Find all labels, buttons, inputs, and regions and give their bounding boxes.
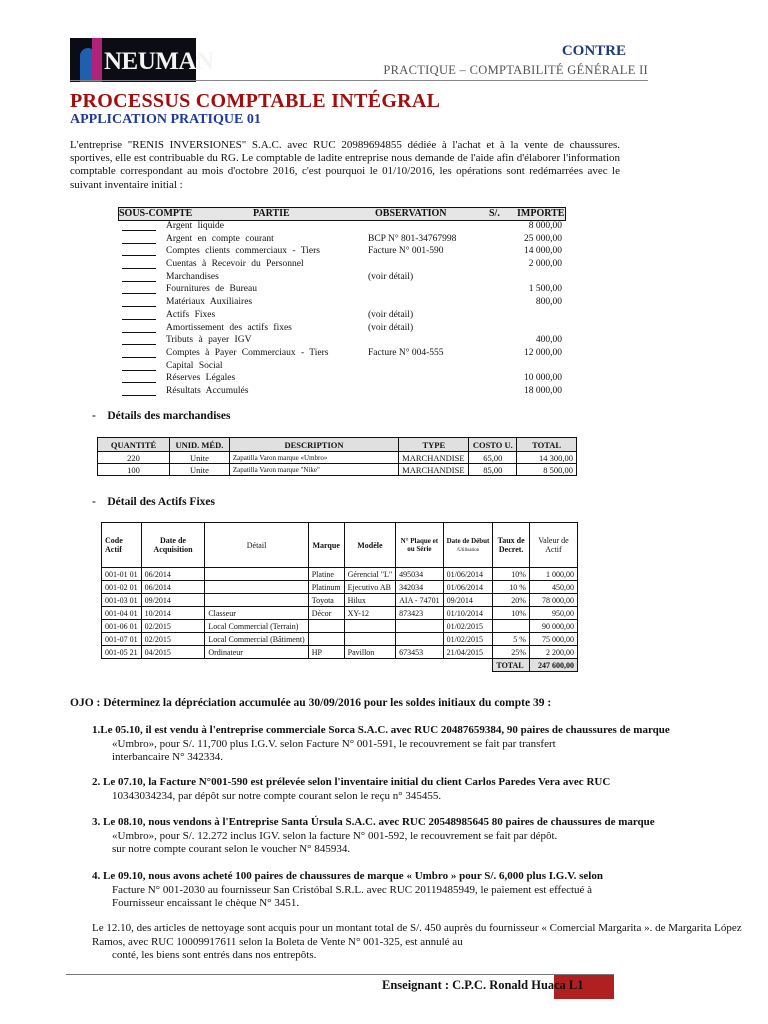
asset-cell: 01/06/2014 bbox=[443, 581, 493, 594]
asset-cell: XY-12 bbox=[344, 607, 396, 620]
inv-observation: BCP N° 801-34767998 bbox=[368, 233, 457, 244]
asset-cell: 950,00 bbox=[529, 607, 577, 620]
ojo-note: OJO : Déterminez la dépréciation accumulée au 30/09/2016 pour les soldes initiaux du compte 39 : bbox=[70, 697, 552, 709]
merch-cell: Unite bbox=[170, 464, 230, 476]
assets-section-title: - Détail des Actifs Fixes bbox=[92, 496, 215, 508]
asset-cell: 01/02/2015 bbox=[443, 620, 493, 633]
item-3 bbox=[92, 816, 768, 857]
table-row bbox=[98, 452, 577, 464]
asset-cell: 01/02/2015 bbox=[443, 633, 493, 646]
asset-col-plaque: N° Plaque et ou Série bbox=[396, 523, 443, 568]
asset-rows bbox=[102, 568, 578, 659]
asset-cell bbox=[205, 581, 308, 594]
table-row bbox=[102, 594, 578, 607]
merch-col: UNID. MÉD. bbox=[170, 438, 230, 452]
table-row bbox=[118, 323, 566, 336]
inv-amount: 400,00 bbox=[535, 335, 562, 346]
assets-table bbox=[101, 522, 578, 672]
inv-amount: 12 000,00 bbox=[524, 347, 562, 358]
blank-line bbox=[122, 357, 156, 358]
asset-cell bbox=[205, 568, 308, 581]
item-3-line: «Umbro», pour S/. 12.272 inclus IGV. selon la facture N° 001-592, le recouvrement se fait par dépôt. bbox=[112, 829, 558, 842]
blank-line bbox=[122, 230, 156, 231]
merch-cell: 220 bbox=[98, 452, 170, 464]
inv-label: Matériaux Auxiliaires bbox=[166, 297, 253, 308]
asset-cell: HP bbox=[308, 646, 344, 659]
asset-cell: 04/2015 bbox=[141, 646, 205, 659]
asset-cell: 1 000,00 bbox=[529, 568, 577, 581]
asset-cell: 09/2014 bbox=[443, 594, 493, 607]
asset-cell: 001-06 01 bbox=[102, 620, 142, 633]
table-row bbox=[102, 633, 578, 646]
inventory-header bbox=[118, 207, 566, 221]
inv-col-souscompte: SOUS-COMPTE bbox=[119, 208, 193, 219]
merch-col: DESCRIPTION bbox=[229, 438, 398, 452]
asset-cell: 01/10/2014 bbox=[443, 607, 493, 620]
inv-amount: 10 000,00 bbox=[524, 373, 562, 384]
asset-cell: 78 000,00 bbox=[529, 594, 577, 607]
inv-amount: 25 000,00 bbox=[524, 233, 562, 244]
asset-cell: 10/2014 bbox=[141, 607, 205, 620]
asset-total-value: 247 600,00 bbox=[529, 659, 577, 672]
table-row bbox=[118, 259, 566, 272]
asset-cell: 001-01 01 bbox=[102, 568, 142, 581]
inv-col-partie: PARTIE bbox=[253, 208, 290, 219]
asset-cell: 10% bbox=[493, 568, 530, 581]
blank-line bbox=[122, 255, 156, 256]
merch-cell: Zapatilla Varon marque "Nike" bbox=[229, 464, 398, 476]
asset-cell: 342034 bbox=[396, 581, 443, 594]
table-row bbox=[118, 234, 566, 247]
item-4-line: Fournisseur encaissant le chèque N° 3451. bbox=[112, 897, 300, 909]
merch-cell: Unite bbox=[170, 452, 230, 464]
asset-cell: Local Commercial (Bâtiment) bbox=[205, 633, 308, 646]
inv-label: Actifs Fixes bbox=[166, 309, 216, 320]
table-row bbox=[118, 221, 566, 234]
asset-col-code: Code Actif bbox=[102, 523, 142, 568]
asset-cell: Gérencial "L" bbox=[344, 568, 396, 581]
asset-col-debut-sub: /Utilisation bbox=[456, 548, 480, 553]
asset-col-marque: Marque bbox=[308, 523, 344, 568]
table-row bbox=[118, 373, 566, 386]
table-row bbox=[118, 310, 566, 323]
item-4 bbox=[92, 870, 768, 911]
blank-line bbox=[122, 281, 156, 282]
asset-cell: 001-05 21 bbox=[102, 646, 142, 659]
asset-cell: 02/2015 bbox=[141, 633, 205, 646]
asset-cell: 09/2014 bbox=[141, 594, 205, 607]
blank-line bbox=[122, 243, 156, 244]
asset-cell: Platinum bbox=[308, 581, 344, 594]
asset-cell: 25% bbox=[493, 646, 530, 659]
merch-col: COSTO U. bbox=[469, 438, 517, 452]
inv-amount: 14 000,00 bbox=[524, 246, 562, 257]
inv-amount: 2 000,00 bbox=[528, 259, 562, 270]
inv-label: Cuentas à Recevoir du Personnel bbox=[166, 259, 304, 270]
asset-cell: 001-03 01 bbox=[102, 594, 142, 607]
asset-cell: 001-07 01 bbox=[102, 633, 142, 646]
asset-cell: 001-04 01 bbox=[102, 607, 142, 620]
item-2-line: 10343034234, par dépôt sur notre compte courant selon le reçu n° 345455. bbox=[112, 789, 442, 802]
merch-cell: Zapatilla Varon marque «Umbro» bbox=[229, 452, 398, 464]
inv-label: Réserves Légales bbox=[166, 373, 236, 384]
asset-cell: Ordinateur bbox=[205, 646, 308, 659]
intro-paragraph: L'entreprise "RENIS INVERSIONES" S.A.C. avec RUC 20989694855 dédiée à l'achat et à la vente de chaussures. sportives, elle est contribuable du RG. Le comptable de ladite entreprise nous demande de l'aide afin d'élaborer l'information comptable correspondant au mois d'octobre 2016, c'est pourquoi le 01/10/2016, les opérations sont redémarrées avec le suivant inventaire initial : bbox=[70, 139, 620, 191]
inv-label: Tributs à payer IGV bbox=[166, 335, 252, 346]
asset-cell: 20% bbox=[493, 594, 530, 607]
blank-line bbox=[122, 268, 156, 269]
asset-cell: AIA - 74701 bbox=[396, 594, 443, 607]
item-1-bold: 1.Le 05.10, il est vendu à l'entreprise commerciale Sorca S.A.C. avec RUC 20487659384, 90 paires de chaussures de marque bbox=[92, 724, 670, 736]
asset-cell: 06/2014 bbox=[141, 581, 205, 594]
asset-cell: 873423 bbox=[396, 607, 443, 620]
table-row bbox=[102, 581, 578, 594]
item-4-line: Facture N° 001-2030 au fournisseur San Cristóbal S.R.L. avec RUC 20119485949, le paiement est effectué à bbox=[112, 883, 593, 896]
item-3-line: sur notre compte courant selon le voucher N° 845934. bbox=[112, 843, 351, 855]
blank-line bbox=[122, 344, 156, 345]
asset-cell: 10 % bbox=[493, 581, 530, 594]
inv-label: Comptes clients commerciaux - Tiers bbox=[166, 246, 320, 257]
asset-cell: 02/2015 bbox=[141, 620, 205, 633]
blank-line bbox=[122, 382, 156, 383]
asset-cell: Pavillon bbox=[344, 646, 396, 659]
item-5-line: conté, les biens sont entrés dans nos entrepôts. bbox=[112, 949, 317, 961]
page-title: PROCESSUS COMPTABLE INTÉGRAL bbox=[70, 90, 441, 112]
asset-cell: 673453 bbox=[396, 646, 443, 659]
asset-cell: 21/04/2015 bbox=[443, 646, 493, 659]
table-row bbox=[118, 348, 566, 361]
header-divider bbox=[70, 80, 648, 81]
table-row bbox=[118, 246, 566, 259]
footer-red-text: ca L1 bbox=[554, 978, 584, 992]
inv-amount: 8 000,00 bbox=[528, 221, 562, 231]
inv-label: Capital Social bbox=[166, 360, 223, 371]
item-2 bbox=[92, 776, 768, 803]
asset-col-valeur: Valeur de Actif bbox=[529, 523, 577, 568]
table-row bbox=[118, 335, 566, 348]
asset-cell: 90 000,00 bbox=[529, 620, 577, 633]
asset-cell bbox=[344, 633, 396, 646]
merch-col: TYPE bbox=[399, 438, 469, 452]
asset-total-label: TOTAL bbox=[493, 659, 530, 672]
item-4-bold: 4. Le 09.10, nous avons acheté 100 paires de chaussures de marque « Umbro » pour S/. 6,000 plus I.G.V. selon bbox=[92, 870, 603, 882]
merch-col: QUANTITÉ bbox=[98, 438, 170, 452]
merch-cell: 14 300,00 bbox=[517, 452, 577, 464]
item-1 bbox=[92, 724, 768, 765]
asset-cell: 75 000,00 bbox=[529, 633, 577, 646]
asset-cell: Platine bbox=[308, 568, 344, 581]
table-row bbox=[118, 297, 566, 310]
merch-cell: MARCHANDISE bbox=[399, 452, 469, 464]
asset-cell: 450,00 bbox=[529, 581, 577, 594]
table-row bbox=[98, 464, 577, 476]
inv-amount: 800,00 bbox=[535, 297, 562, 308]
asset-cell bbox=[396, 633, 443, 646]
footer-teacher: Enseignant : C.P.C. Ronald Huac bbox=[382, 978, 560, 992]
asset-cell: Décor bbox=[308, 607, 344, 620]
company-logo bbox=[70, 38, 214, 82]
asset-col-date: Date de Acquisition bbox=[141, 523, 205, 568]
item-1-line: «Umbro», pour S/. 11,700 plus I.G.V. selon Facture N° 001-591, le recouvrement se fait par transfert bbox=[112, 737, 556, 750]
inv-observation: (voir détail) bbox=[368, 271, 414, 282]
asset-col-modele: Modèle bbox=[344, 523, 396, 568]
merch-col: TOTAL bbox=[517, 438, 577, 452]
inventory-rows bbox=[118, 221, 566, 399]
inv-col-observation: OBSERVATION bbox=[375, 208, 447, 219]
inv-label: Argent liquide bbox=[166, 221, 224, 231]
asset-cell: Classeur bbox=[205, 607, 308, 620]
inv-label: Marchandises bbox=[166, 271, 219, 282]
inv-amount: 1 500,00 bbox=[528, 284, 562, 295]
asset-col-debut-label: Date de Début bbox=[446, 537, 490, 545]
merch-section-title: - Détails des marchandises bbox=[92, 410, 231, 422]
table-row bbox=[102, 607, 578, 620]
assets-section-label: Détail des Actifs Fixes bbox=[107, 496, 215, 508]
asset-cell: 5 % bbox=[493, 633, 530, 646]
inv-amount: 18 000,00 bbox=[524, 385, 562, 396]
asset-cell: 10% bbox=[493, 607, 530, 620]
asset-col-taux: Taux de Decret. bbox=[493, 523, 530, 568]
item-3-bold: 3. Le 08.10, nous vendons à l'Entreprise Santa Úrsula S.A.C. avec RUC 20548985645 80 paires de chaussures de marque bbox=[92, 816, 655, 828]
blank-line bbox=[122, 306, 156, 307]
inv-col-importe: IMPORTE bbox=[517, 208, 565, 219]
table-row bbox=[102, 568, 578, 581]
table-row bbox=[118, 272, 566, 285]
table-row bbox=[102, 620, 578, 633]
blank-line bbox=[122, 370, 156, 371]
asset-cell: 001-02 01 bbox=[102, 581, 142, 594]
table-row bbox=[118, 386, 566, 399]
inv-label: Résultats Accumulés bbox=[166, 385, 249, 396]
merch-cell: 100 bbox=[98, 464, 170, 476]
asset-cell: Local Commercial (Terrain) bbox=[205, 620, 308, 633]
merch-cell: MARCHANDISE bbox=[399, 464, 469, 476]
asset-cell: Toyota bbox=[308, 594, 344, 607]
asset-cell bbox=[308, 620, 344, 633]
merch-section-label: Détails des marchandises bbox=[107, 410, 231, 422]
footer-red-box bbox=[554, 975, 614, 999]
asset-cell: Ejecutivo AB bbox=[344, 581, 396, 594]
asset-cell bbox=[344, 620, 396, 633]
asset-cell: 06/2014 bbox=[141, 568, 205, 581]
blank-line bbox=[122, 332, 156, 333]
inv-observation: (voir détail) bbox=[368, 309, 414, 320]
merch-cell: 85,00 bbox=[469, 464, 517, 476]
asset-cell bbox=[308, 633, 344, 646]
inv-observation: Facture N° 001-590 bbox=[368, 246, 444, 257]
asset-cell: 2 200,00 bbox=[529, 646, 577, 659]
table-row bbox=[118, 284, 566, 297]
asset-col-debut bbox=[443, 523, 493, 568]
merch-table bbox=[97, 437, 577, 476]
blank-line bbox=[122, 395, 156, 396]
inv-label: Comptes à Payer Commerciaux - Tiers bbox=[166, 347, 329, 358]
inventory-table bbox=[118, 207, 566, 399]
asset-cell: Hilux bbox=[344, 594, 396, 607]
merch-cell: 65,00 bbox=[469, 452, 517, 464]
header-contre: CONTRE bbox=[561, 43, 626, 59]
footer-divider bbox=[66, 974, 614, 975]
asset-col-detail: Détail bbox=[205, 523, 308, 568]
inv-observation: Facture N° 004-555 bbox=[368, 347, 444, 358]
table-row bbox=[102, 646, 578, 659]
header-subtitle: PRACTIQUE – COMPTABILITÉ GÉNÉRALE II bbox=[383, 63, 648, 77]
asset-total-row bbox=[102, 659, 578, 672]
item-2-bold: 2. Le 07.10, la Facture N°001-590 est prélevée selon l'inventaire initial du client Carlos Paredes Vera avec RUC bbox=[92, 776, 611, 788]
blank-line bbox=[122, 319, 156, 320]
blank-line bbox=[122, 293, 156, 294]
logo-text: NEUMAN bbox=[104, 48, 214, 75]
asset-cell: 01/06/2014 bbox=[443, 568, 493, 581]
item-1-line: interbancaire N° 342334. bbox=[112, 751, 223, 763]
inv-observation: (voir détail) bbox=[368, 322, 414, 333]
asset-cell bbox=[205, 594, 308, 607]
table-row bbox=[118, 361, 566, 374]
asset-cell bbox=[493, 620, 530, 633]
page-subtitle: APPLICATION PRATIQUE 01 bbox=[70, 112, 261, 127]
item-5-line: Le 12.10, des articles de nettoyage sont acquis pour un montant total de S/. 450 auprès du fournisseur « Comercial Margarita ». de Margarita López Ramos, avec RUC 10009917611 selon la Boleta de Vente N° 001-325, est annulé au bbox=[92, 922, 742, 948]
inv-col-currency: S/. bbox=[489, 208, 500, 219]
asset-cell bbox=[396, 620, 443, 633]
asset-cell: 495034 bbox=[396, 568, 443, 581]
inv-label: Argent en compte courant bbox=[166, 233, 274, 244]
inv-label: Fournitures de Bureau bbox=[166, 284, 257, 295]
item-5 bbox=[92, 922, 762, 963]
inv-label: Amortissement des actifs fixes bbox=[166, 322, 292, 333]
merch-cell: 8 500,00 bbox=[517, 464, 577, 476]
